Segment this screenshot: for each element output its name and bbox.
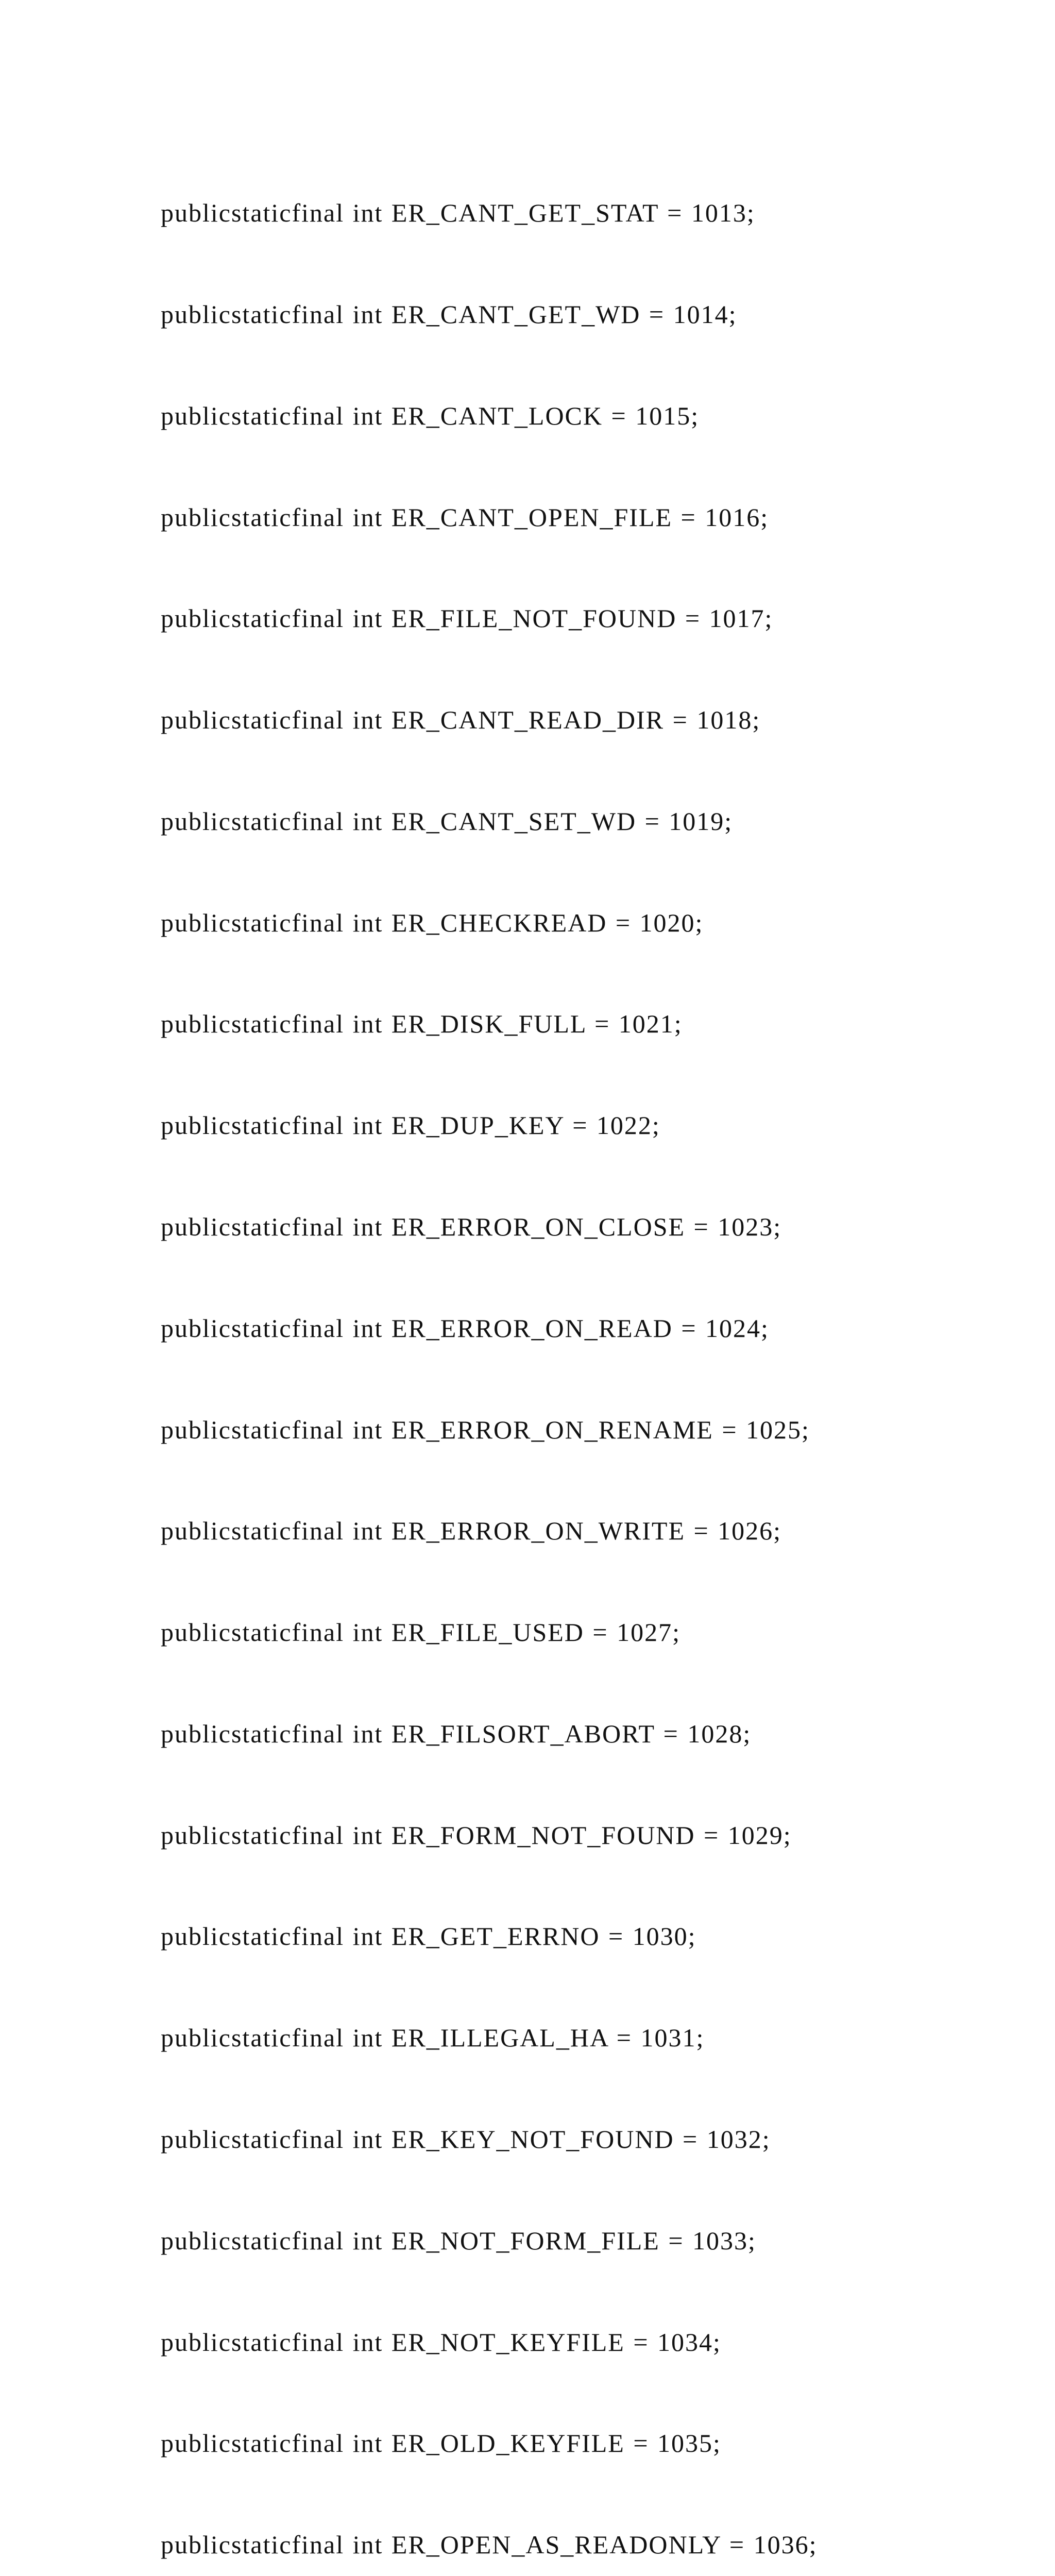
code-line: publicstaticfinal int ER_ERROR_ON_READ = 1024;	[161, 1313, 769, 1343]
code-line: publicstaticfinal int ER_GET_ERRNO = 1030;	[161, 1922, 696, 1951]
code-line: publicstaticfinal int ER_DUP_KEY = 1022;	[161, 1111, 660, 1140]
code-line: publicstaticfinal int ER_CANT_READ_DIR = 1018;	[161, 705, 761, 735]
code-line: publicstaticfinal int ER_CHECKREAD = 1020;	[161, 908, 704, 937]
code-line: publicstaticfinal int ER_OLD_KEYFILE = 1035;	[161, 2429, 721, 2458]
code-line: publicstaticfinal int ER_FORM_NOT_FOUND = 1029;	[161, 1820, 792, 1850]
code-line: publicstaticfinal int ER_NOT_KEYFILE = 1034;	[161, 2327, 721, 2357]
code-line: publicstaticfinal int ER_ERROR_ON_CLOSE = 1023;	[161, 1212, 782, 1241]
code-line: publicstaticfinal int ER_CANT_GET_WD = 1014;	[161, 299, 737, 329]
code-line: publicstaticfinal int ER_FILE_NOT_FOUND = 1017;	[161, 604, 773, 633]
code-line: publicstaticfinal int ER_ILLEGAL_HA = 1031;	[161, 2023, 705, 2053]
code-line: publicstaticfinal int ER_CANT_OPEN_FILE = 1016;	[161, 502, 769, 532]
code-line: publicstaticfinal int ER_CANT_LOCK = 1015;	[161, 401, 700, 430]
code-line: publicstaticfinal int ER_NOT_FORM_FILE = 1033;	[161, 2226, 756, 2255]
code-line: publicstaticfinal int ER_DISK_FULL = 1021;	[161, 1009, 683, 1039]
code-line: publicstaticfinal int ER_FILE_USED = 1027;	[161, 1618, 680, 1647]
code-line: publicstaticfinal int ER_FILSORT_ABORT = 1028;	[161, 1719, 752, 1748]
code-line: publicstaticfinal int ER_ERROR_ON_RENAME = 1025;	[161, 1415, 810, 1444]
code-line: publicstaticfinal int ER_CANT_GET_STAT = 1013;	[161, 198, 755, 228]
code-line: publicstaticfinal int ER_ERROR_ON_WRITE = 1026;	[161, 1516, 782, 1546]
code-listing	[129, 129, 932, 2576]
code-line: publicstaticfinal int ER_CANT_SET_WD = 1019;	[161, 806, 733, 836]
code-line: publicstaticfinal int ER_KEY_NOT_FOUND = 1032;	[161, 2125, 771, 2154]
code-line: publicstaticfinal int ER_OPEN_AS_READONLY = 1036;	[161, 2530, 818, 2560]
